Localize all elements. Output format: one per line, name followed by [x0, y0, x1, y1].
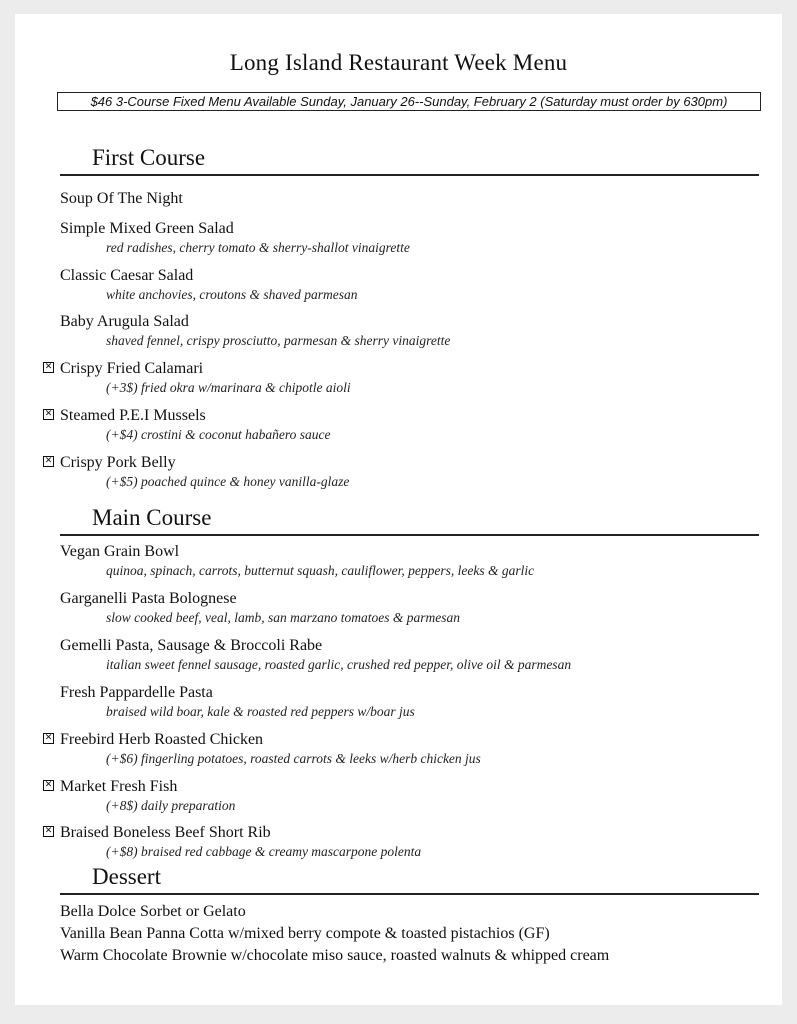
- item-description: (+$6) fingerling potatoes, roasted carrots & leeks w/herb chicken jus: [106, 751, 481, 766]
- dessert-title: Dessert: [92, 864, 161, 889]
- dessert-item: Vanilla Bean Panna Cotta w/mixed berry compote & toasted pistachios (GF): [60, 925, 550, 942]
- menu-item-chicken: [60, 730, 481, 768]
- item-name: Crispy Fried Calamari: [60, 360, 204, 377]
- item-name: Braised Boneless Beef Short Rib: [60, 824, 271, 841]
- first-course-heading: [60, 144, 759, 176]
- item-description: white anchovies, croutons & shaved parmesan: [106, 287, 358, 302]
- surcharge-mark-icon: ✕: [44, 409, 53, 419]
- item-description: shaved fennel, crispy prosciutto, parmesan & sherry vinaigrette: [106, 333, 451, 348]
- menu-item-mussels: [60, 406, 330, 444]
- item-description: (+$4) crostini & coconut habañero sauce: [106, 427, 331, 442]
- item-description: (+8$) daily preparation: [106, 798, 236, 813]
- menu-item-pork-belly: [60, 453, 349, 491]
- menu-item-pappardelle: [60, 683, 415, 721]
- item-description: quinoa, spinach, carrots, butternut squash, cauliflower, peppers, leeks & garlic: [106, 563, 535, 578]
- menu-item-bolognese: [60, 589, 460, 627]
- item-description: slow cooked beef, veal, lamb, san marzano tomatoes & parmesan: [106, 610, 460, 625]
- item-name: Market Fresh Fish: [60, 778, 178, 795]
- item-name: Gemelli Pasta, Sausage & Broccoli Rabe: [60, 637, 323, 654]
- item-description: (+3$) fried okra w/marinara & chipotle aioli: [106, 380, 351, 395]
- menu-item-caesar-salad: [60, 266, 357, 304]
- menu-item-arugula-salad: [60, 312, 450, 350]
- dessert-item: Warm Chocolate Brownie w/chocolate miso sauce, roasted walnuts & whipped cream: [60, 947, 610, 964]
- main-course-heading: [60, 504, 759, 536]
- menu-item-calamari: [60, 359, 351, 397]
- menu-item-green-salad: [60, 219, 410, 257]
- menu-item-grain-bowl: [60, 542, 534, 580]
- main-course-title: Main Course: [92, 505, 212, 530]
- item-description: braised wild boar, kale & roasted red peppers w/boar jus: [106, 704, 415, 719]
- item-name: Classic Caesar Salad: [60, 267, 194, 284]
- surcharge-mark-icon: ✕: [44, 362, 53, 372]
- item-name: Soup Of The Night: [60, 190, 183, 207]
- item-name: Freebird Herb Roasted Chicken: [60, 731, 264, 748]
- item-description: (+$5) poached quince & honey vanilla-glaze: [106, 474, 350, 489]
- item-name: Fresh Pappardelle Pasta: [60, 684, 213, 701]
- menu-item-short-rib: [60, 823, 421, 861]
- menu-item-gemelli: [60, 636, 571, 674]
- item-name: Baby Arugula Salad: [60, 313, 189, 330]
- surcharge-mark-icon: ✕: [44, 456, 53, 466]
- item-description: red radishes, cherry tomato & sherry-shallot vinaigrette: [106, 240, 410, 255]
- dessert-item: Bella Dolce Sorbet or Gelato: [60, 903, 246, 920]
- item-name: Simple Mixed Green Salad: [60, 220, 234, 237]
- surcharge-mark-icon: ✕: [44, 780, 53, 790]
- surcharge-mark-icon: ✕: [44, 826, 53, 836]
- first-course-title: First Course: [92, 145, 206, 170]
- item-name: Steamed P.E.I Mussels: [60, 407, 206, 424]
- menu-title: Long Island Restaurant Week Menu: [229, 50, 568, 75]
- dessert-heading: [60, 863, 759, 895]
- item-name: Garganelli Pasta Bolognese: [60, 590, 237, 607]
- item-name: Crispy Pork Belly: [60, 454, 176, 471]
- menu-item-fish: [60, 777, 235, 815]
- fixed-menu-notice: $46 3-Course Fixed Menu Available Sunday, January 26--Sunday, February 2 (Saturday must order by 630pm): [57, 92, 761, 111]
- menu-item-soup: [60, 189, 183, 209]
- item-description: italian sweet fennel sausage, roasted garlic, crushed red pepper, olive oil & parmesan: [106, 657, 572, 672]
- surcharge-mark-icon: ✕: [44, 733, 53, 743]
- item-description: (+$8) braised red cabbage & creamy mascarpone polenta: [106, 844, 422, 859]
- item-name: Vegan Grain Bowl: [60, 543, 180, 560]
